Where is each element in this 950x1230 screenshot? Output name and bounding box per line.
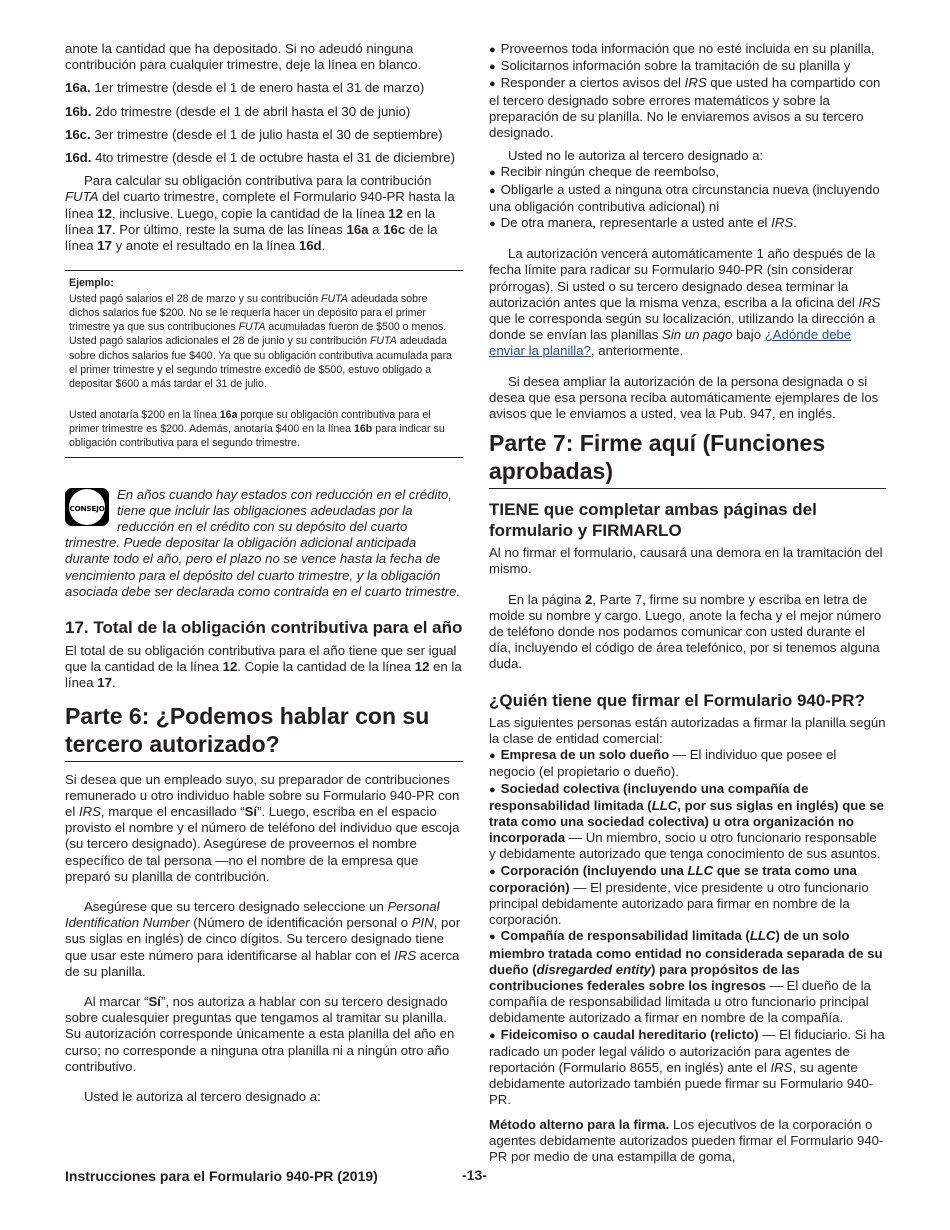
part-7-subheading: TIENE que completar ambas páginas del formulario y FIRMARLO <box>489 500 817 541</box>
list-item: ● Responder a ciertos avisos del IRS que usted ha compartido con el tercero designado sobre errores matemáticos y sobre la preparación de su planilla. No le enviaremos avisos a su tercero designado. <box>489 75 881 141</box>
tip-note <box>65 487 463 600</box>
intro-paragraph: anote la cantidad que ha depositado. Si no adeudó ninguna contribución para cualquier trimestre, deje la línea en blanco. <box>65 41 422 73</box>
right-column <box>489 41 886 1172</box>
bullet-icon: ● <box>489 750 496 763</box>
quarter-text: 2do trimestre (desde el 1 de abril hasta el 30 de junio) <box>95 103 411 119</box>
page-number: -13- <box>462 1167 487 1183</box>
list-item: ● Fideicomiso o caudal hereditario (relicto) — El fiduciario. Si ha radicado un poder legal válido o autorización para agentes de reportación (Formulario 8655, en inglés) ante el IRS, su agente debidamente autorizado también puede firmar su Formulario 940-PR. <box>489 1026 885 1108</box>
left-column <box>65 41 463 1112</box>
example-box <box>65 270 463 457</box>
list-item: ● Empresa de un solo dueño — El individuo que posee el negocio (el propietario o dueño). <box>489 747 837 780</box>
bullet-icon: ● <box>489 44 496 56</box>
list-item: ● De otra manera, representarle a usted ante el IRS. <box>489 215 797 231</box>
quarter-16c <box>65 127 463 143</box>
quarter-16a <box>65 80 463 96</box>
expiration-paragraph: La autorización vencerá automáticamente 1 año después de la fecha límite para radicar su Formulario 940-PR (sin considerar prórrogas). Si usted o su tercero designado desea terminar la autorización antes que la misma venza, escriba a la oficina del IRS que le corresponda según su localización, utilizando la dirección a donde se envían las planillas Sin un pago bajo ¿Adónde debe enviar la planilla?, anteriormente. <box>489 246 881 359</box>
bullet-icon: ● <box>489 167 496 180</box>
part-6-paragraph-4: Usted le autoriza al tercero designado a: <box>84 1088 321 1104</box>
bullet-icon: ● <box>489 865 496 878</box>
part-7-rule <box>489 488 886 489</box>
quarter-text: 1er trimestre (desde el 1 de enero hasta el 31 de marzo) <box>94 80 425 96</box>
part-7-paragraph-1: Al no firmar el formulario, causará una demora en la tramitación del mismo. <box>489 545 883 577</box>
part-6-paragraph-1: Si desea que un empleado suyo, su preparador de contribuciones remunerado u otro individuo hable sobre su Formulario 940-PR con el IRS, marque el encasillado “Sí”. Luego, escriba en el espacio provisto el nombre y el número de teléfono del individuo que escoja (su tercero designado). Asegúrese de proveernos el nombre específico de tal persona —no el nombre de la empresa que preparó su planilla de contribución. <box>65 771 460 884</box>
list-item: ● Solicitarnos información sobre la tramitación de su planilla y <box>489 58 851 74</box>
bullet-icon: ● <box>489 218 496 231</box>
quarter-label: 16d. <box>65 150 92 166</box>
list-item: ● Obligarle a usted a ninguna otra circunstancia nueva (incluyendo una obligación contributiva adicional) ni <box>489 181 880 214</box>
quarter-label: 16b. <box>65 103 92 119</box>
bullet-icon: ● <box>489 1029 496 1042</box>
bullet-icon: ● <box>489 184 496 197</box>
list-item: ● Corporación (incluyendo una LLC que se trata como una corporación) — El presidente, vice presidente u otro funcionario principal debidamente autorizado para firmar en nombre de la corporación. <box>489 862 869 928</box>
list-item: ● Sociedad colectiva (incluyendo una compañía de responsabilidad limitada (LLC, por sus siglas en inglés) que se trata como una sociedad colectiva) u otra organización no incorporada — Un miembro, socio u otro funcionario responsable y debidamente autorizado que tenga conocimiento de sus asuntos. <box>489 780 884 862</box>
quarter-label: 16c. <box>65 126 91 142</box>
bullet-icon: ● <box>489 78 496 91</box>
who-signs-heading: ¿Quién tiene que firmar el Formulario 940-PR? <box>489 690 865 710</box>
part-6-paragraph-2: Asegúrese que su tercero designado seleccione un Personal Identification Number (Número de identificación personal o PIN, por sus siglas en inglés) de cinco dígitos. Su tercero designado tiene que usar este número para identificarse al hablar con el IRS acerca de su planilla. <box>65 898 461 979</box>
bullet-icon: ● <box>489 783 496 796</box>
part-6-paragraph-3: Al marcar “Sí”, nos autoriza a hablar con su tercero designado sobre cualesquier preguntas que tengamos al tramitar su planilla. Su autorización corresponde únicamente a esta planilla del año en curso; no corresponde a ninguna otra planilla ni a ningún otro año contributivo. <box>65 993 455 1074</box>
part-6-heading: Parte 6: ¿Podemos hablar con su tercero autorizado? <box>65 702 430 757</box>
example-paragraph-1: Usted pagó salarios el 28 de marzo y su contribución FUTA adeudada sobre dichos salarios fue $200. No se le requería hacer un depósito para el primer trimestre ya que sus contribuciones FUTA acumuladas fueron de $500 o menos. Usted pagó salarios adicionales el 28 de junio y su contribución FUTA adeudada sobre dichos salarios fue $400. Ya que su obligación contributiva acumulada para el primer trimestre y el segundo trimestre excedió de $500, estuvo obligado a depositar $600 a más tardar el 31 de julio. <box>69 292 452 391</box>
list-item: ● Recibir ningún cheque de reembolso, <box>489 164 720 180</box>
list-item: ● Proveernos toda información que no esté incluida en su planilla, <box>489 41 875 56</box>
alternate-signature-paragraph: Método alterno para la firma. Los ejecutivos de la corporación o agentes debidamente autorizados pueden firmar el Formulario 940-PR por medio de una estampilla de goma, <box>489 1116 884 1164</box>
part-7-heading: Parte 7: Firme aquí (Funciones aprobadas) <box>489 430 826 485</box>
quarter-text: 3er trimestre (desde el 1 de julio hasta el 30 de septiembre) <box>94 126 443 142</box>
bullet-icon: ● <box>489 931 496 944</box>
section-17-paragraph: El total de su obligación contributiva para el año tiene que ser igual que la cantidad de la línea 12. Copie la cantidad de la línea 12 en la línea 17. <box>65 642 462 691</box>
list-item: ● Compañía de responsabilidad limitada (LLC) de un solo miembro tratada como entidad no considerada separada de su dueño (disregarded entity) para propósitos de las contribuciones federales sobre los ingresos — El dueño de la compañía de responsabilidad limitada u otro funcionario principal debidamente autorizado a firmar en nombre de la compañía. <box>489 928 883 1026</box>
extend-authorization-paragraph: Si desea ampliar la autorización de la persona designada o si desea que esa persona reciba automáticamente ejemplares de los avisos que le enviamos a usted, vea la Pub. 947, en inglés. <box>489 373 879 422</box>
quarter-label: 16a. <box>65 80 91 96</box>
footer-title: Instrucciones para el Formulario 940-PR (2019) <box>65 1168 378 1184</box>
part-7-paragraph-2: En la página 2, Parte 7, firme su nombre y escriba en letra de molde su nombre y cargo. Luego, anote la fecha y el mejor número de teléfono donde nos podamos comunicar con usted durante el día, incluyendo el código de área telefónico, por si tenemos alguna duda. <box>489 591 882 672</box>
example-title: Ejemplo: <box>69 277 114 290</box>
part-6-rule <box>65 761 463 762</box>
who-signs-intro: Las siguientes personas están autorizadas a firmar la planilla según la clase de entidad comercial: <box>489 714 886 746</box>
quarter-text: 4to trimestre (desde el 1 de octubre hasta el 31 de diciembre) <box>95 150 455 166</box>
consejo-tip-icon: CONSEJO <box>65 488 109 526</box>
tip-text: En años cuando hay estados con reducción en el crédito, tiene que incluir las obligaciones adeudadas por la reducción en el crédito con su depósito del cuarto trimestre. Puede depositar la obligación adicional anticipada durante todo el año, pero el plazo no se vence hasta la fecha de vencimiento para el depósito del cuarto trimestre, y la obligación asociada debe ser declarada como contraída en el cuarto trimestre. <box>65 486 461 599</box>
bullet-icon: ● <box>489 61 496 74</box>
section-17-heading: 17. Total de la obligación contributiva para el año <box>65 617 463 637</box>
example-paragraph-2: Usted anotaría $200 en la línea 16a porque su obligación contributiva para el primer trimestre es $200. Además, anotaría $400 en la línea 16b para indicar su obligación contributiva para el segundo trimestre. <box>69 408 445 450</box>
not-authorized-intro: Usted no le autoriza al tercero designado a: <box>508 148 764 164</box>
where-to-file-link[interactable]: ¿Adónde debe enviar la planilla? <box>489 327 852 359</box>
calc-paragraph: Para calcular su obligación contributiva para la contribución FUTA del cuarto trimestre, complete el Formulario 940-PR hasta la línea 12, inclusive. Luego, copie la cantidad de la línea 12 en la línea 17. Por último, reste la suma de las líneas 16a a 16c de la línea 17 y anote el resultado en la línea 16d. <box>65 173 455 254</box>
quarter-16b <box>65 104 463 120</box>
quarter-16d <box>65 150 463 166</box>
